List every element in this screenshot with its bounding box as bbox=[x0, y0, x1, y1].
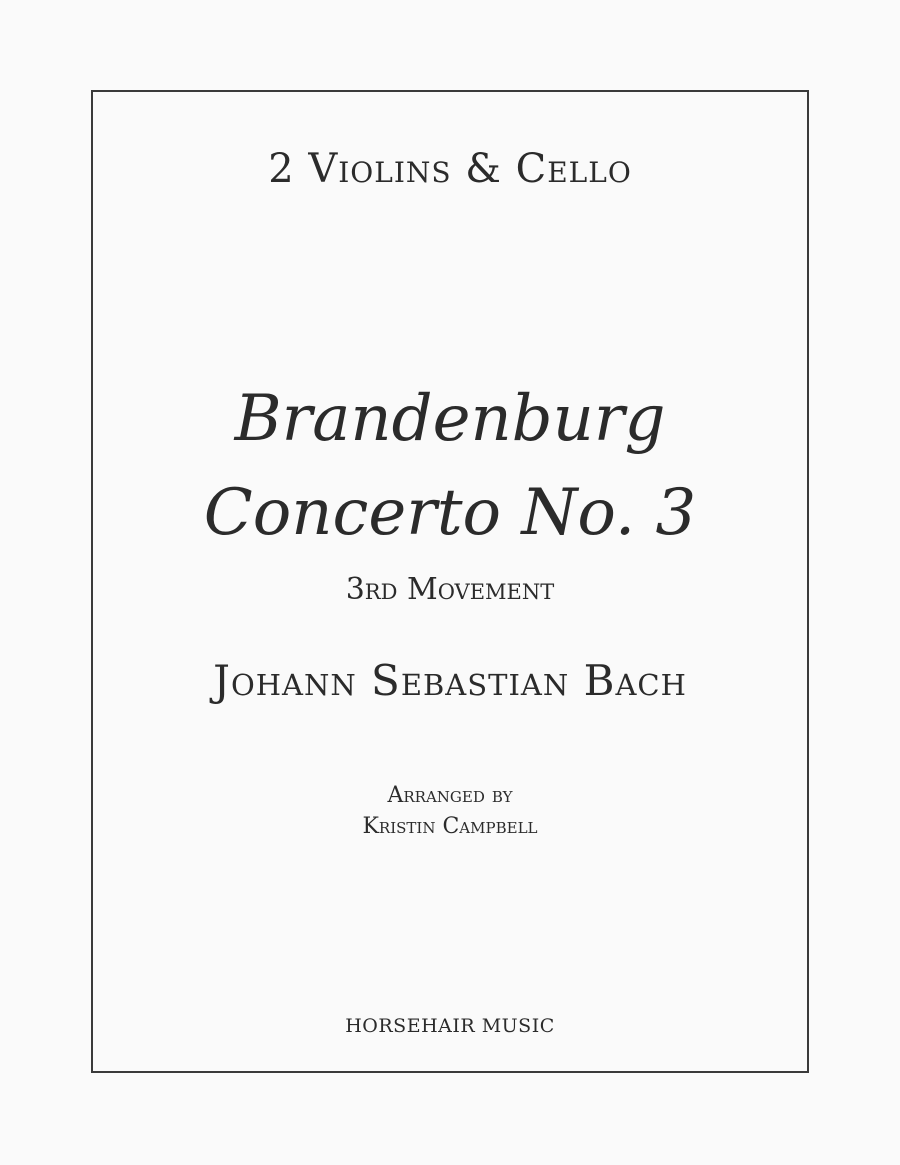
arranger-name: Kristin Campbell bbox=[362, 814, 538, 839]
publisher-name: HORSEHAIR MUSIC bbox=[345, 1015, 555, 1037]
instrumentation: 2 Violins & Cello bbox=[268, 146, 632, 192]
title-line-2: Concerto No. 3 bbox=[203, 476, 697, 550]
composer-name: Johann Sebastian Bach bbox=[213, 656, 687, 705]
arranged-by-label: Arranged by bbox=[387, 783, 513, 808]
movement-subtitle: 3rd Movement bbox=[345, 572, 555, 607]
title-line-1: Brandenburg bbox=[234, 382, 666, 456]
